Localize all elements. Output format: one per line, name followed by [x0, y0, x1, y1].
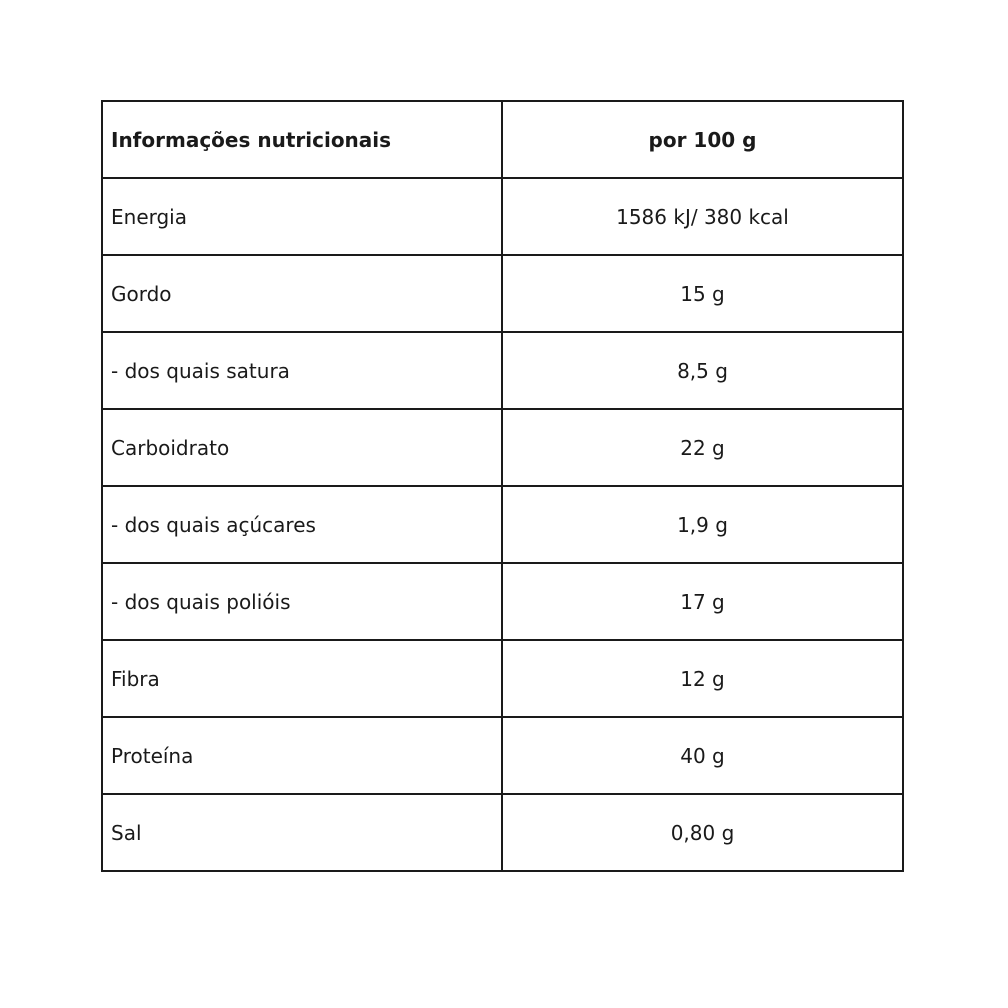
nutrient-value: 12 g [502, 640, 903, 717]
nutrient-name: Energia [102, 178, 502, 255]
nutrient-value: 22 g [502, 409, 903, 486]
nutrient-value: 15 g [502, 255, 903, 332]
table-row [102, 332, 903, 409]
nutrition-table [101, 100, 904, 872]
header-nutrient: Informações nutricionais [102, 101, 502, 178]
table-row [102, 178, 903, 255]
header-per-100g: por 100 g [502, 101, 903, 178]
nutrient-name: Gordo [102, 255, 502, 332]
table-row [102, 563, 903, 640]
nutrient-value: 40 g [502, 717, 903, 794]
nutrient-value: 17 g [502, 563, 903, 640]
table-row [102, 486, 903, 563]
table-row [102, 640, 903, 717]
table-row [102, 255, 903, 332]
table-row [102, 794, 903, 871]
table-row [102, 717, 903, 794]
table-header-row [102, 101, 903, 178]
table-row [102, 409, 903, 486]
nutrient-value: 8,5 g [502, 332, 903, 409]
nutrient-name: Fibra [102, 640, 502, 717]
nutrient-value: 0,80 g [502, 794, 903, 871]
nutrient-name: - dos quais açúcares [102, 486, 502, 563]
nutrient-value: 1586 kJ/ 380 kcal [502, 178, 903, 255]
nutrient-name: - dos quais polióis [102, 563, 502, 640]
nutrient-name: Carboidrato [102, 409, 502, 486]
nutrient-name: Sal [102, 794, 502, 871]
nutrient-name: Proteína [102, 717, 502, 794]
nutrient-name: - dos quais satura [102, 332, 502, 409]
nutrient-value: 1,9 g [502, 486, 903, 563]
